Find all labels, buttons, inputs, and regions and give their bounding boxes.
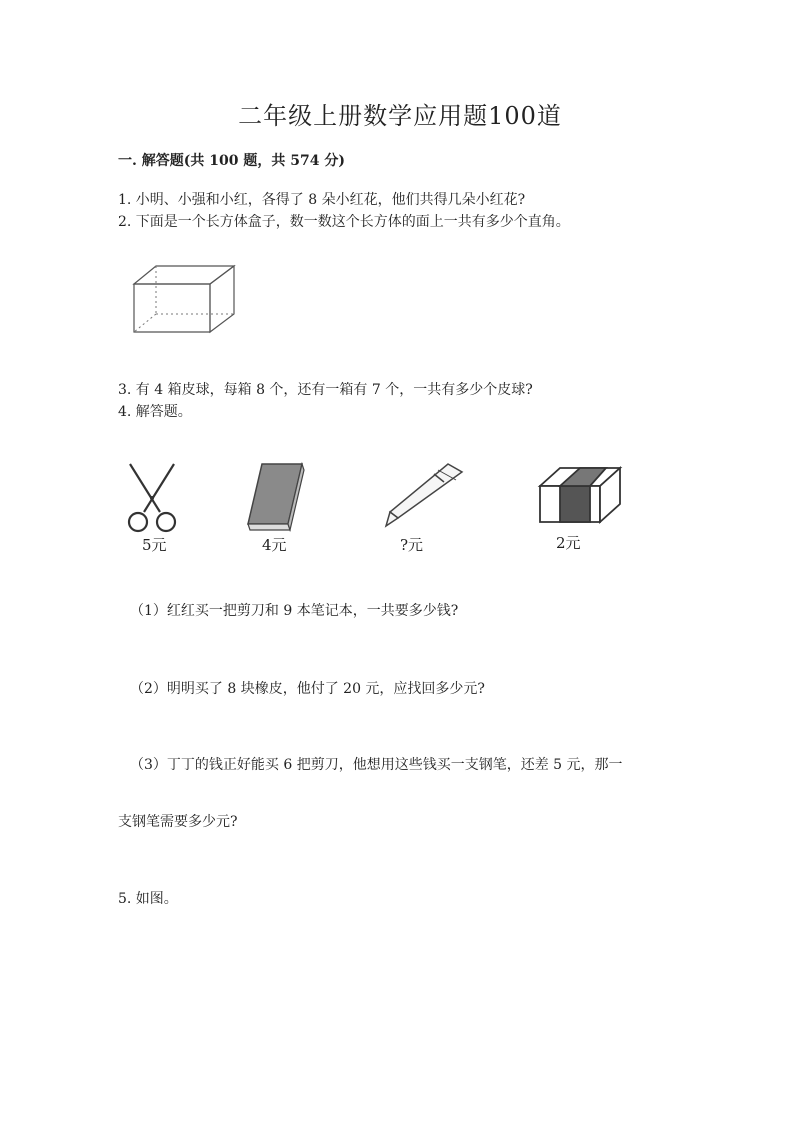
- question-4: 4. 解答题。: [118, 404, 192, 420]
- price-scissors: 5元: [142, 536, 167, 554]
- scissors-item: [124, 462, 180, 534]
- notebook-item: [244, 460, 306, 532]
- question-3: 3. 有 4 箱皮球，每箱 8 个，还有一箱有 7 个，一共有多少个皮球?: [118, 382, 533, 398]
- question-1: 1. 小明、小强和小红，各得了 8 朵小红花，他们共得几朵小红花?: [118, 192, 526, 208]
- cuboid-figure: [130, 262, 240, 338]
- section-heading: 一. 解答题(共 100 题，共 574 分): [118, 153, 345, 169]
- notebook-icon: [244, 460, 306, 532]
- page-title: 二年级上册数学应用题100道: [238, 102, 562, 130]
- pen-icon: [378, 460, 468, 530]
- subquestion-3-line-1: （3）丁丁的钱正好能买 6 把剪刀，他想用这些钱买一支钢笔，还差 5 元，那一: [130, 757, 623, 773]
- question-2: 2. 下面是一个长方体盒子，数一数这个长方体的面上一共有多少个直角。: [118, 214, 570, 230]
- pen-item: [378, 460, 468, 530]
- price-notebook: 4元: [262, 536, 287, 554]
- subquestion-2: （2）明明买了 8 块橡皮，他付了 20 元，应找回多少元?: [130, 681, 485, 697]
- eraser-item: [536, 456, 624, 528]
- price-pen: ?元: [400, 536, 424, 554]
- subquestion-1: （1）红红买一把剪刀和 9 本笔记本，一共要多少钱?: [130, 603, 459, 619]
- scissors-icon: [124, 462, 180, 534]
- price-eraser: 2元: [556, 534, 581, 552]
- cuboid-icon: [130, 262, 240, 334]
- eraser-icon: [536, 456, 624, 528]
- subquestion-3-line-2: 支钢笔需要多少元?: [118, 814, 238, 830]
- question-5: 5. 如图。: [118, 891, 178, 907]
